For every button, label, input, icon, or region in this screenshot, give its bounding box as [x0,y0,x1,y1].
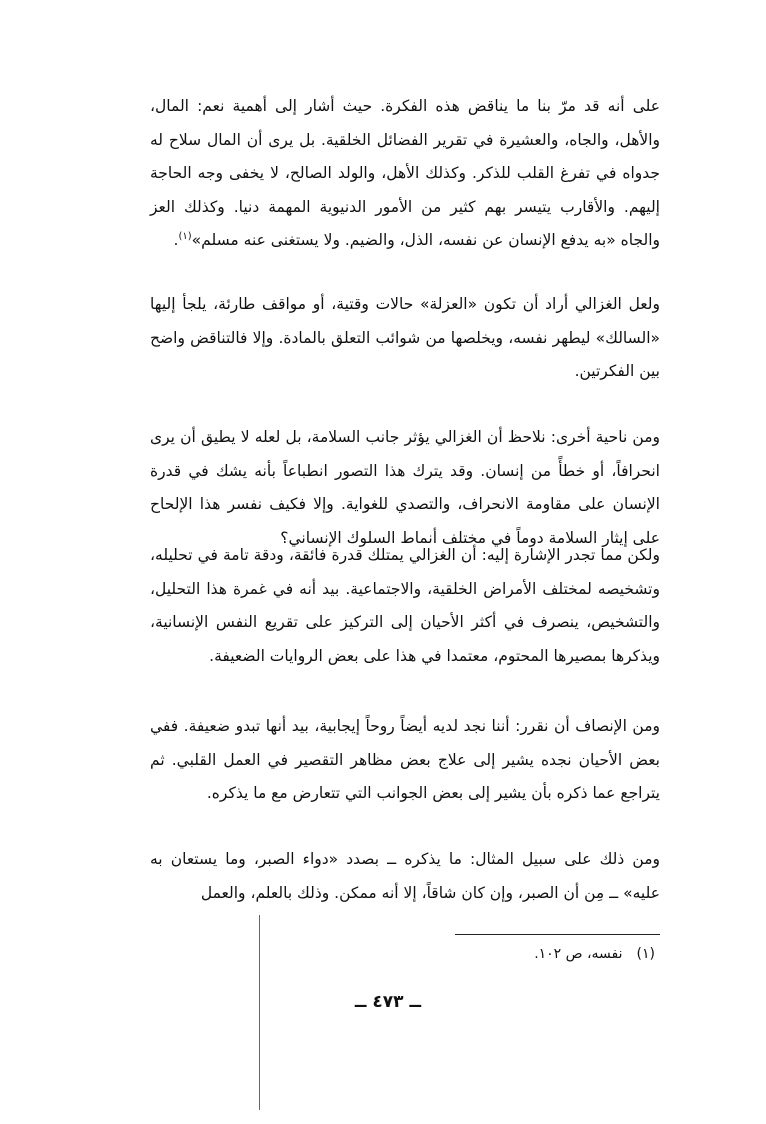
paragraph-5: ومن الإنصاف أن نقرر: أننا نجد لديه أيضاً روحاً إيجابية، بيد أنها تبدو ضعيفة. ففي بعض الأحيان نجده يشير إلى علاج بعض مظاهر التقصير في العمل القلبي. ثم يتراجع عما ذكره بأن يشير إلى بعض الجوانب التي تتعارض مع ما يذكره. [150,717,660,802]
paragraph-6: ومن ذلك على سبيل المثال: ما يذكره ــ بصدد «دواء الصبر، وما يستعان به عليه» ــ مِن أن الصبر، وإن كان شاقاً، إلا أنه ممكن. وذلك بالعلم، والعمل [150,850,660,902]
scan-artifact-line [259,915,260,1110]
paragraph-1-end: . [173,231,179,249]
paragraph-1 [150,90,660,258]
paragraph-3: ومن ناحية أخرى: نلاحظ أن الغزالي يؤثر جانب السلامة، بل لعله لا يطيق أن يرى انحرافاً، أو خطأً من إنسان. وقد يترك هذا التصور انطباعاً بأنه يشك في قدرة الإنسان على مقاومة الانحراف، والتصدي للغواية. وإلا فكيف نفسر هذا الإلحاح على إيثار السلامة دوماً في مختلف أنماط السلوك الإنساني؟ [150,428,660,547]
footnote [455,942,655,966]
footnote-text: نفسه، ص ١٠٢. [534,946,623,962]
paragraph-4: ولكن مما تجدر الإشارة إليه: أن الغزالي يمتلك قدرة فائقة، ودقة تامة في تحليله، وتشخيصه لمختلف الأمراض الخلقية، والاجتماعية. بيد أنه في غمرة هذا التحليل، والتشخيص، ينصرف في أكثر الأحيان إلى التركيز على تقريع النفس الإنسانية، ويذكرها بمصيرها المحتوم، معتمدا في هذا على بعض الروايات الضعيفة. [150,546,660,665]
footnote-number: (١) [636,946,655,962]
paragraph-2: ولعل الغزالي أراد أن تكون «العزلة» حالات وقتية، أو مواقف طارئة، يلجأ إليها «السالك» ليطهر نفسه، ويخلصها من شوائب التعلق بالمادة. وإلا فالتناقض واضح بين الفكرتين. [150,295,660,380]
paragraph-1-text: على أنه قد مرّ بنا ما يناقض هذه الفكرة. حيث أشار إلى أهمية نعم: المال، والأهل، والجاه، والعشيرة في تقرير الفضائل الخلقية. بل يرى أن المال سلاح له جدواه في تفرغ القلب للذكر. وكذلك الأهل، والولد الصالح، لا يخفى وجه الحاجة إليهم. والأقارب يتيسر بهم كثير من الأمور الدنيوية المهمة دنيا. وكذلك العز والجاه «به يدفع الإنسان عن نفسه، الذل، والضيم. ولا يستغنى عنه مسلم» [150,97,660,249]
footnote-divider [455,934,660,935]
footnote-reference: (١) [178,230,192,242]
page-number: ــ ٤٧٣ ــ [354,992,422,1012]
